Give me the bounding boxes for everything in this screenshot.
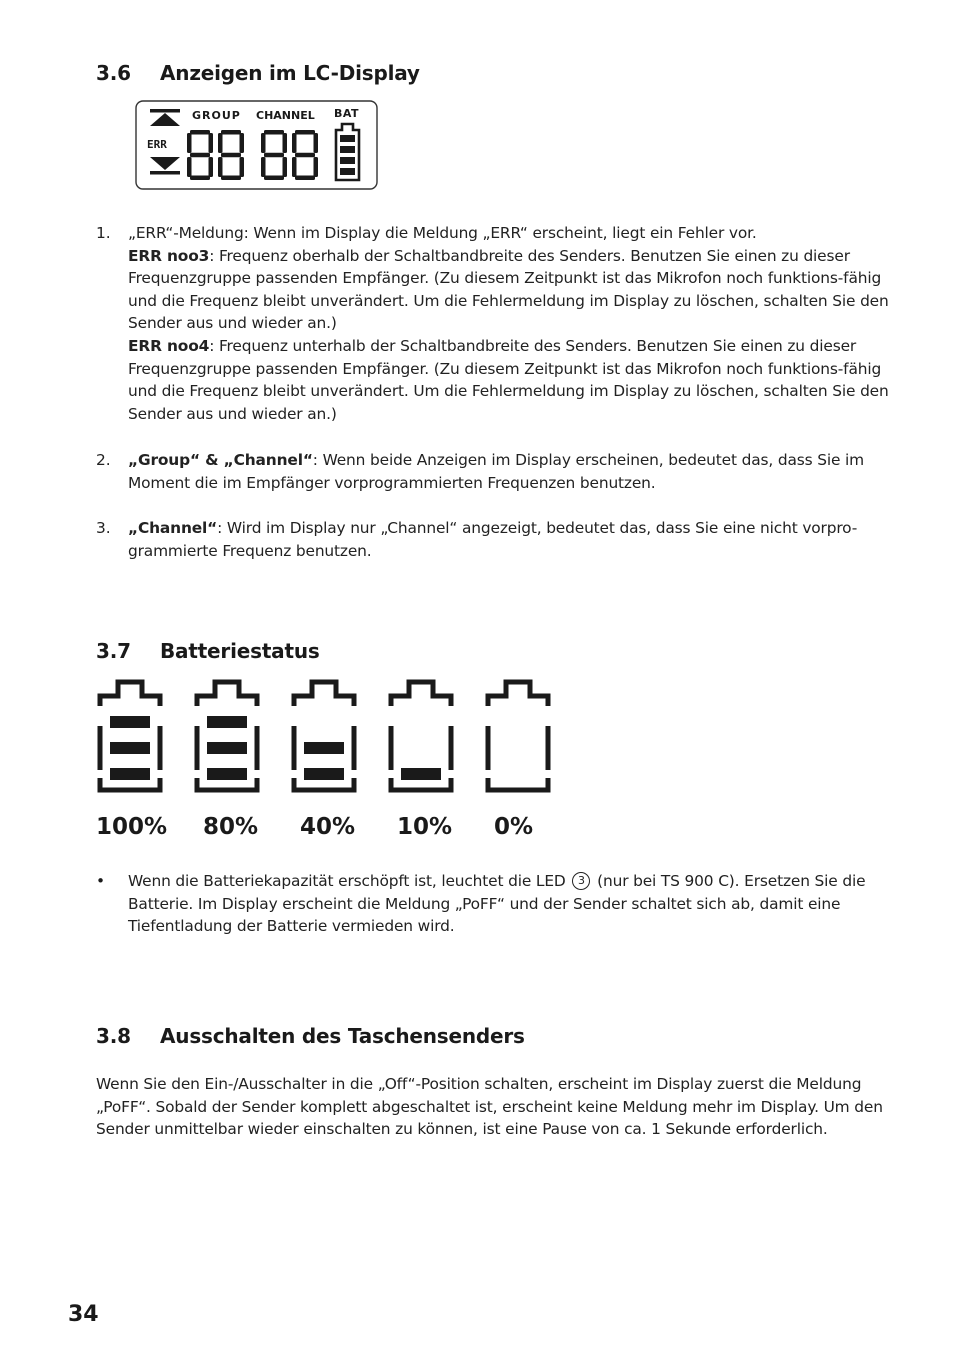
lcd-err-label: ERR: [147, 138, 167, 151]
lcd-digit-segment: [261, 133, 266, 153]
battery-bar: [110, 742, 150, 754]
battery-bar: [207, 768, 247, 780]
battery-percent-label: 80%: [203, 814, 259, 840]
list-item-channel: [128, 517, 898, 562]
lcd-digit-segment: [261, 157, 266, 177]
lcd-digit-segment: [283, 133, 288, 153]
power-off-text: Wenn Sie den Ein-/Ausschalter in die „Off“-Position schalten, erscheint im Display zuerst die Meldung „PoFF“. Sobald der Sender komplett abgeschaltet ist, erscheint keine Meldung mehr im Display. Um den Sender unmittelbar wieder einschalten zu können, ist eine Pause von ca. 1 Sekunde erforderlich.: [96, 1075, 883, 1139]
lcd-digit-segment: [209, 133, 214, 153]
lcd-digit-segment: [292, 157, 297, 177]
section-title: Anzeigen im LC-Display: [160, 61, 420, 85]
section-number: 3.8: [96, 1024, 131, 1048]
battery-icon-0: [96, 682, 167, 840]
lcd-digit-segment: [240, 133, 245, 153]
battery-icon-2: [294, 682, 355, 840]
list-number: 2.: [96, 451, 111, 469]
battery-bar: [207, 716, 247, 728]
lcd-group-label: GROUP: [192, 109, 241, 122]
bullet-symbol: •: [96, 872, 106, 890]
list-item-group-channel: [128, 449, 898, 494]
battery-bar: [304, 742, 344, 754]
lcd-digit-segment: [240, 157, 245, 177]
page-number: 34: [68, 1302, 99, 1327]
group-channel-text: : Wenn beide Anzeigen im Display erscheinen, bedeutet das, dass Sie im Moment die im Empfänger vorprogrammierten Frequenzen benutzen.: [128, 451, 864, 492]
err-noo3-term: ERR noo3: [128, 246, 210, 265]
battery-percent-label: 0%: [494, 814, 534, 840]
lcd-digit-segment: [314, 157, 319, 177]
lcd-digit-segment: [209, 157, 214, 177]
lcd-display-illustration: [135, 100, 379, 192]
channel-term: „Channel“: [128, 519, 218, 537]
lcd-digit-segment: [187, 133, 192, 153]
lcd-digit-segment: [264, 130, 284, 135]
battery-outline: [488, 682, 548, 790]
lcd-digit-segment: [190, 130, 210, 135]
battery-bar: [110, 768, 150, 780]
battery-bar: [304, 768, 344, 780]
battery-icon-1: [197, 682, 258, 840]
lcd-digit-segment: [221, 130, 241, 135]
lcd-digit-segment: [295, 176, 315, 181]
lcd-digit-segment: [190, 176, 210, 181]
battery-bar: [110, 716, 150, 728]
section-title: Batteriestatus: [160, 639, 320, 663]
list-number: 1.: [96, 224, 111, 242]
lcd-digit-segment: [295, 130, 315, 135]
section-title: Ausschalten des Taschensenders: [160, 1024, 525, 1048]
battery-note-text-after: (nur bei TS 900 C). Ersetzen Sie die Batterie. Im Display erscheint die Meldung „PoFF“ und der Sender schaltet sich ab, damit eine Tiefentladung der Batterie vermieden wird.: [128, 872, 866, 936]
battery-note: [128, 870, 898, 938]
battery-status-illustration: [94, 676, 564, 846]
list-number: 3.: [96, 519, 111, 537]
err-noo4-term: ERR noo4: [128, 336, 210, 355]
lcd-channel-label: CHANNEL: [256, 109, 315, 122]
section-heading-3-8: [96, 1024, 525, 1048]
led-reference-icon: 3: [572, 872, 590, 890]
lcd-digit-segment: [295, 153, 315, 158]
lcd-digit-segment: [292, 133, 297, 153]
battery-bar: [207, 742, 247, 754]
battery-percent-label: 10%: [397, 814, 453, 840]
err-noo3-text: : Frequenz oberhalb der Schaltbandbreite des Senders. Benutzen Sie einen zu dieser Frequenzgruppe passenden Empfänger. (Zu diesem Zeitpunkt ist das Mikrofon noch funktions-fähig und die Frequenz bleibt unverändert. Um die Fehlermeldung im Display zu löschen, schalten Sie den Sender aus und wieder an.): [128, 246, 889, 333]
lcd-digit-segment: [264, 176, 284, 181]
section-number: 3.7: [96, 639, 131, 663]
section-number: 3.6: [96, 61, 131, 85]
battery-note-text-before: Wenn die Batteriekapazität erschöpft ist, leuchtet die LED: [128, 872, 566, 890]
battery-icon-4: [488, 682, 548, 840]
battery-percent-label: 100%: [96, 814, 168, 840]
group-channel-term: „Group“ & „Channel“: [128, 451, 313, 469]
lcd-digit-segment: [221, 176, 241, 181]
lcd-bat-label: BAT: [334, 107, 360, 120]
channel-text: : Wird im Display nur „Channel“ angezeigt, bedeutet das, dass Sie eine nicht vorpro-grammierte Frequenz benutzen.: [128, 519, 858, 560]
lcd-digit-segment: [264, 153, 284, 158]
err-intro: „ERR“-Meldung: Wenn im Display die Meldung „ERR“ erscheint, liegt ein Fehler vor.: [128, 224, 757, 242]
err-noo3: [128, 245, 898, 335]
err-noo4: [128, 335, 898, 425]
list-item-err: [128, 222, 898, 425]
section-heading-3-6: [96, 61, 420, 85]
lcd-digit-segment: [218, 157, 223, 177]
err-noo4-text: : Frequenz unterhalb der Schaltbandbreite des Senders. Benutzen Sie einen zu dieser Frequenzgruppe passenden Empfänger. (Zu diesem Zeitpunkt ist das Mikrofon noch funktions-fähig und die Frequenz bleibt unverändert. Um die Fehlermeldung im Display zu löschen, schalten Sie den Sender aus und wieder an.): [128, 336, 889, 423]
lcd-digit-segment: [218, 133, 223, 153]
battery-icon-3: [391, 682, 452, 840]
section-heading-3-7: [96, 639, 320, 663]
lcd-digit-segment: [314, 133, 319, 153]
lcd-digit-segment: [190, 153, 210, 158]
battery-percent-label: 40%: [300, 814, 356, 840]
lcd-digit-segment: [187, 157, 192, 177]
lcd-digit-segment: [283, 157, 288, 177]
battery-bar: [401, 768, 441, 780]
lcd-digit-segment: [221, 153, 241, 158]
